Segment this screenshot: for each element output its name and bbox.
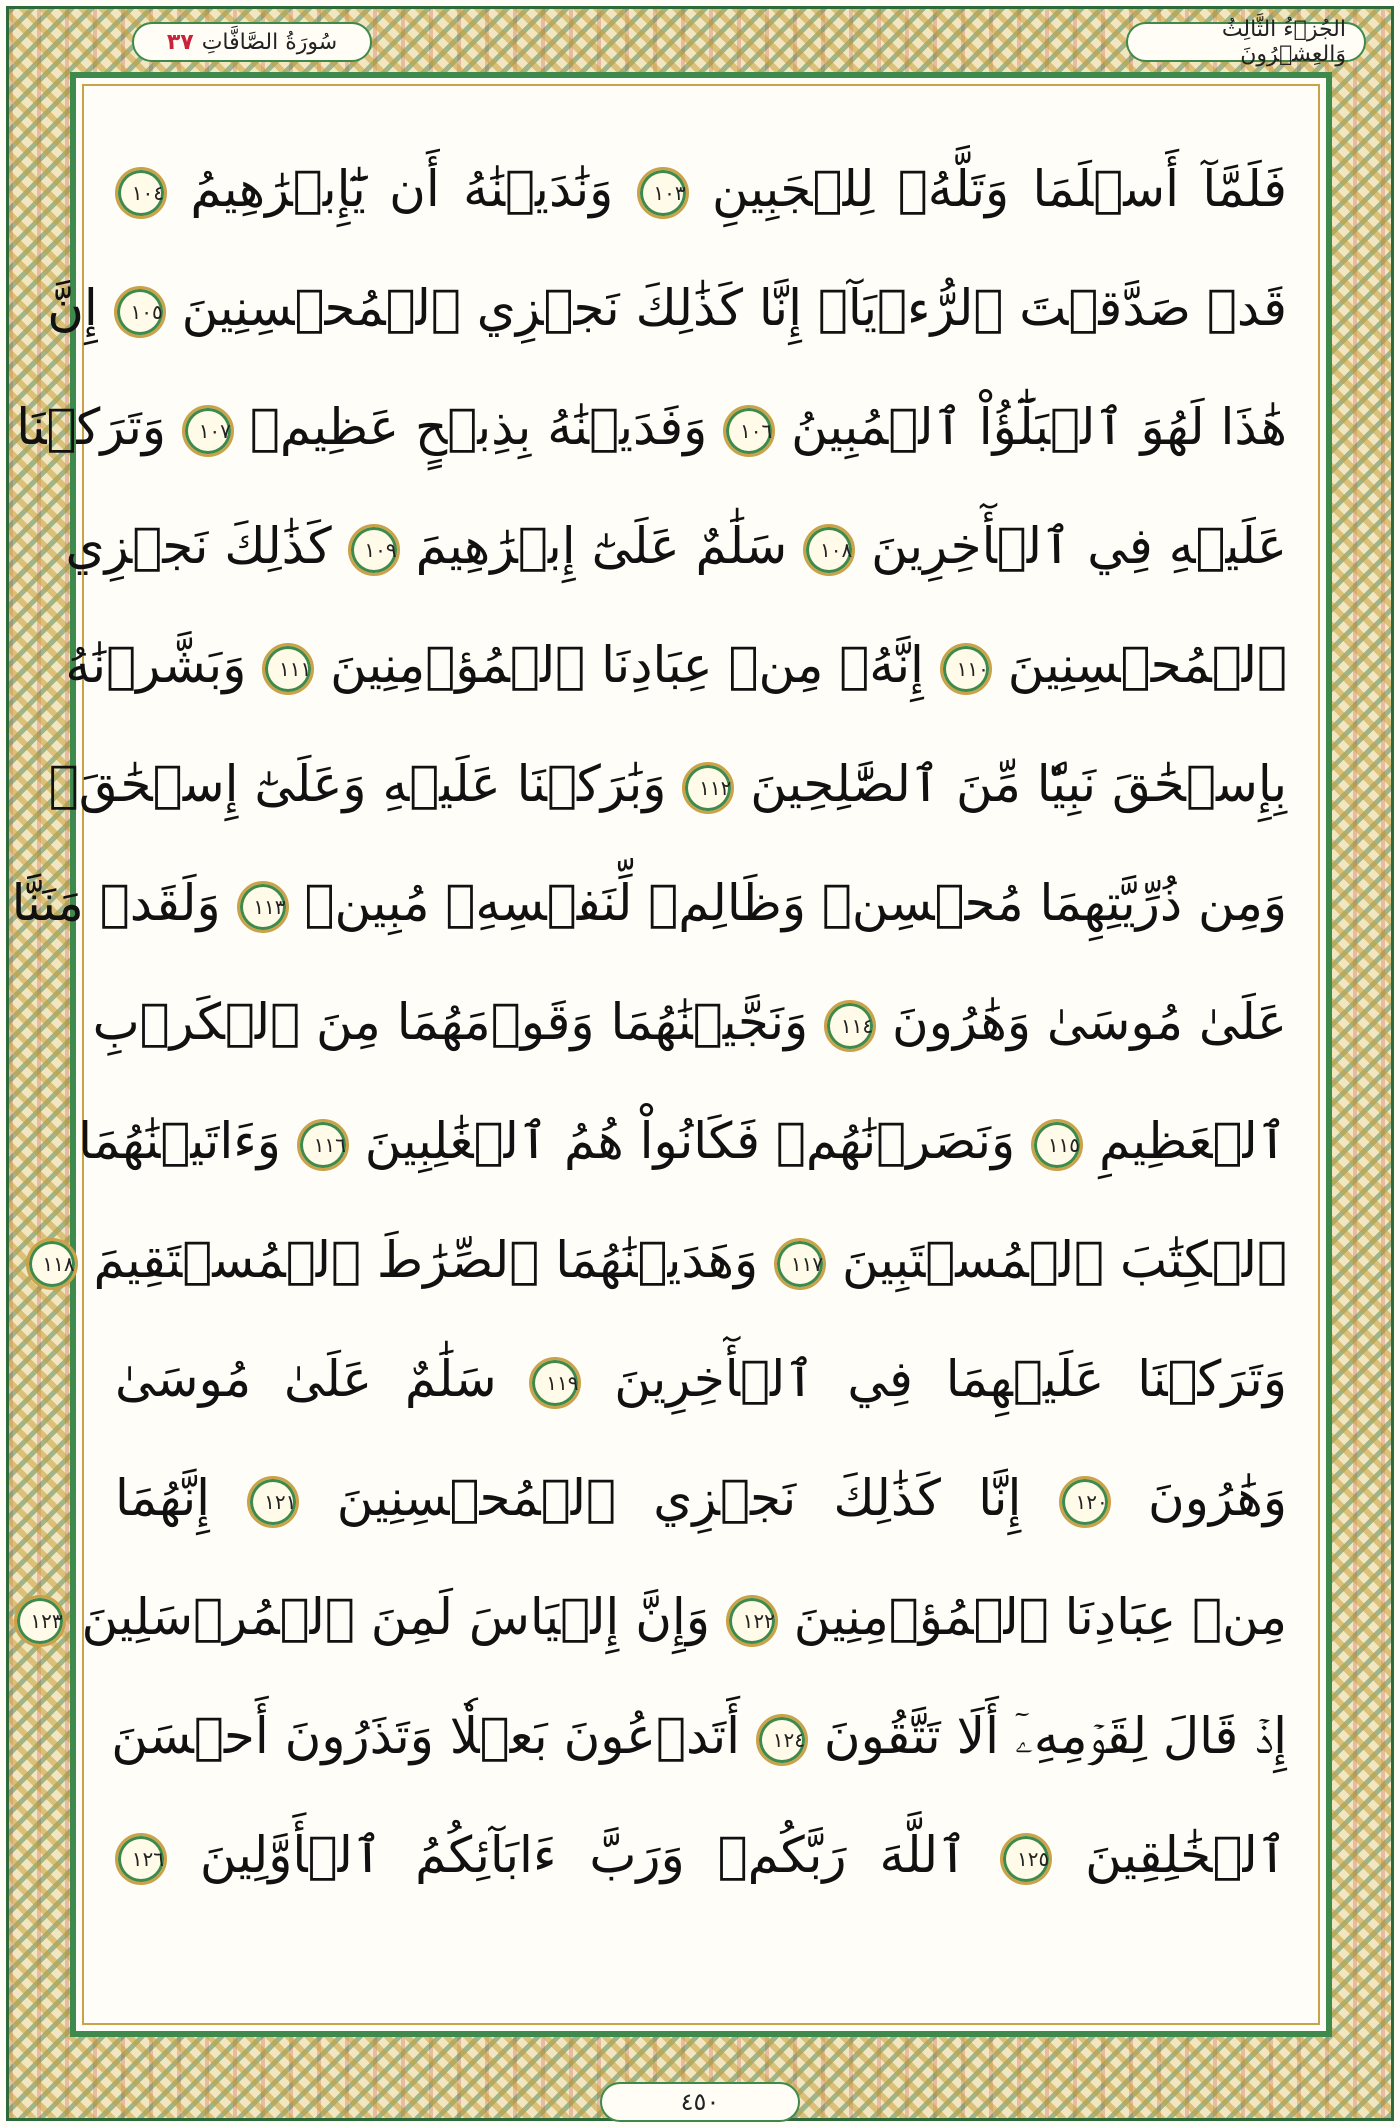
text-line — [111, 1677, 1287, 1795]
ayah-number-marker: ١٠٥ — [114, 286, 166, 338]
verse-text: هَٰذَا لَهُوَ ٱلۡبَلَٰٓؤُاْ ٱلۡمُبِينُ — [791, 398, 1287, 456]
ayah-number-marker: ١١٨ — [26, 1238, 78, 1290]
ayah-number-marker: ١١٤ — [824, 1000, 876, 1052]
ayah-number-marker: ١٠٣ — [637, 167, 689, 219]
surah-number: ٣٧ — [166, 29, 194, 55]
text-line — [30, 1558, 1287, 1676]
ayah-number-marker: ١١٥ — [1031, 1119, 1083, 1171]
verse-text: بِإِسۡحَٰقَ نَبِيّٗا مِّنَ ٱلصَّٰلِحِينَ — [750, 755, 1287, 813]
verse-text: عَلَىٰ مُوسَىٰ وَهَٰرُونَ — [892, 993, 1287, 1051]
verse-text: وَإِنَّ إِلۡيَاسَ لَمِنَ ٱلۡمُرۡسَلِينَ — [81, 1588, 710, 1646]
verse-text: وَءَاتَيۡنَٰهُمَا — [78, 1112, 281, 1170]
ayah-number-marker: ١١٠ — [940, 643, 992, 695]
ayah-number-marker: ١٠٤ — [115, 167, 167, 219]
verse-text: ٱلۡعَظِيمِ — [1098, 1112, 1287, 1170]
ayah-number-marker: ١٠٩ — [348, 524, 400, 576]
verse-text: وَمِن ذُرِّيَّتِهِمَا مُحۡسِنٞ وَظَالِمٞ لِّنَفۡسِهِۦ مُبِينٞ — [304, 874, 1287, 932]
text-line — [115, 1320, 1287, 1438]
ayah-number-marker: ١١٦ — [297, 1119, 349, 1171]
quran-text — [11, 130, 1287, 2030]
ayah-number-marker: ١٠٨ — [803, 524, 855, 576]
text-line — [65, 487, 1287, 605]
ayah-number-marker: ١٠٧ — [182, 405, 234, 457]
verse-text: وَبَشَّرۡنَٰهُ — [65, 636, 247, 694]
verse-text: ٱلۡكِتَٰبَ ٱلۡمُسۡتَبِينَ — [841, 1231, 1287, 1289]
verse-text: فَلَمَّآ أَسۡلَمَا وَتَلَّهُۥ لِلۡجَبِينِ — [712, 160, 1287, 218]
verse-text: إِنَّا كَذَٰلِكَ نَجۡزِي ٱلۡمُحۡسِنِينَ — [336, 1469, 1022, 1527]
verse-text: إِنَّهُمَا — [115, 1469, 210, 1527]
verse-text: وَنَٰدَيۡنَٰهُ أَن يَٰٓإِبۡرَٰهِيمُ — [190, 160, 614, 218]
verse-text: وَفَدَيۡنَٰهُ بِذِبۡحٍ عَظِيمٖ — [249, 398, 708, 456]
juz-title: الجُزۡءُ الثَّالِثُ وَالعِشۡرُونَ — [1221, 17, 1346, 67]
verse-text: وَتَرَكۡنَا عَلَيۡهِمَا فِي ٱلۡأٓخِرِينَ — [614, 1350, 1287, 1408]
verse-text: سَلَٰمٌ عَلَىٰٓ إِبۡرَٰهِيمَ — [415, 517, 788, 575]
verse-text: إِنَّ — [47, 279, 98, 337]
text-line — [11, 844, 1287, 962]
text-line — [16, 368, 1287, 486]
verse-text: سَلَٰمٌ عَلَىٰ مُوسَىٰ — [115, 1350, 497, 1408]
verse-text: عَلَيۡهِ فِي ٱلۡأٓخِرِينَ — [871, 517, 1287, 575]
ayah-number-marker: ١٢٥ — [1000, 1833, 1052, 1885]
verse-text: وَنَصَرۡنَٰهُمۡ فَكَانُواْ هُمُ ٱلۡغَٰلِبِينَ — [364, 1112, 1016, 1170]
verse-text: وَهَٰرُونَ — [1148, 1469, 1287, 1527]
ayah-number-marker: ١٢٣ — [14, 1595, 66, 1647]
verse-text: وَنَجَّيۡنَٰهُمَا وَقَوۡمَهُمَا مِنَ ٱلۡكَرۡبِ — [92, 993, 809, 1051]
ayah-number-marker: ١٢٤ — [756, 1714, 808, 1766]
verse-text: وَهَدَيۡنَٰهُمَا ٱلصِّرَٰطَ ٱلۡمُسۡتَقِيمَ — [93, 1231, 759, 1289]
ayah-number-marker: ١١١ — [262, 643, 314, 695]
verse-text: إِذۡ قَالَ لِقَوۡمِهِۦٓ أَلَا تَتَّقُونَ — [823, 1707, 1287, 1765]
text-line — [115, 130, 1287, 248]
ayah-number-marker: ١١٣ — [237, 881, 289, 933]
verse-text: وَتَرَكۡنَا — [16, 398, 167, 456]
text-line — [78, 1082, 1287, 1200]
ayah-number-marker: ١٢٠ — [1059, 1476, 1111, 1528]
ayah-number-marker: ١١٢ — [682, 762, 734, 814]
ayah-number-marker: ١٠٦ — [723, 405, 775, 457]
ayah-number-marker: ١٢٦ — [115, 1833, 167, 1885]
verse-text: مِنۡ عِبَادِنَا ٱلۡمُؤۡمِنِينَ — [793, 1588, 1287, 1646]
verse-text: ٱللَّهَ رَبَّكُمۡ وَرَبَّ ءَابَآئِكُمُ ٱلۡأَوَّلِينَ — [199, 1826, 968, 1884]
verse-text: أَتَدۡعُونَ بَعۡلٗا وَتَذَرُونَ أَحۡسَنَ — [111, 1707, 741, 1765]
text-line — [47, 249, 1287, 367]
page-number: ٤٥٠ — [600, 2082, 800, 2122]
verse-text: وَبَٰرَكۡنَا عَلَيۡهِ وَعَلَىٰٓ إِسۡحَٰقَۚ — [48, 755, 667, 813]
ayah-number-marker: ١١٧ — [774, 1238, 826, 1290]
text-line — [65, 606, 1287, 724]
text-line — [92, 963, 1287, 1081]
ayah-number-marker: ١١٩ — [529, 1357, 581, 1409]
verse-text: وَلَقَدۡ مَنَنَّا — [11, 874, 221, 932]
surah-title: سُورَةُ الصَّافَّاتِ — [201, 29, 338, 55]
ayah-number-marker: ١٢٢ — [726, 1595, 778, 1647]
verse-text: ٱلۡخَٰلِقِينَ — [1085, 1826, 1287, 1884]
verse-text: كَذَٰلِكَ نَجۡزِي — [65, 517, 332, 575]
juz-header — [1126, 17, 1366, 67]
text-line — [42, 1201, 1287, 1319]
verse-text: إِنَّهُۥ مِنۡ عِبَادِنَا ٱلۡمُؤۡمِنِينَ — [330, 636, 924, 694]
verse-text: قَدۡ صَدَّقۡتَ ٱلرُّءۡيَآۚ إِنَّا كَذَٰلِكَ نَجۡزِي ٱلۡمُحۡسِنِينَ — [181, 279, 1287, 337]
text-line — [48, 725, 1287, 843]
ayah-number-marker: ١٢١ — [247, 1476, 299, 1528]
text-line — [115, 1796, 1287, 1914]
verse-text: ٱلۡمُحۡسِنِينَ — [1007, 636, 1287, 694]
text-line — [115, 1439, 1287, 1557]
surah-header — [132, 22, 372, 62]
